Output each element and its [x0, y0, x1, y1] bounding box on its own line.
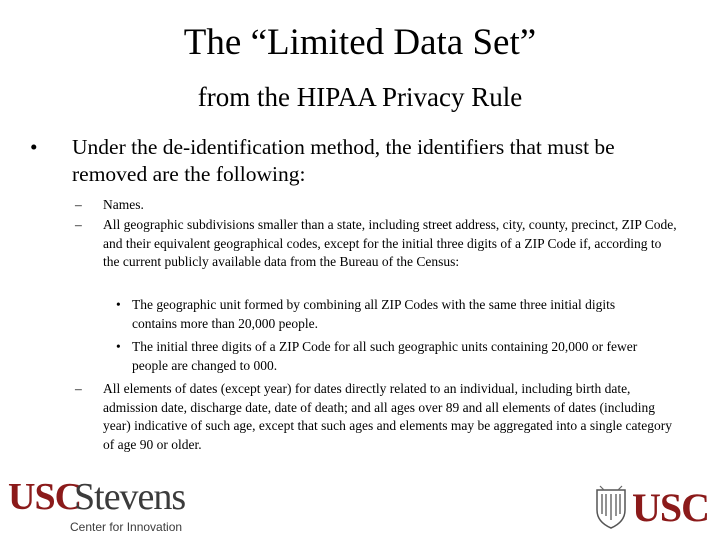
logo-usc-text: USC	[8, 476, 82, 518]
list-item	[75, 196, 680, 215]
sub-list-item-text: The initial three digits of a ZIP Code for all such geographic units containing 20,000 or fewer people are changed to 000.	[132, 339, 638, 373]
list-item	[75, 216, 680, 272]
sub-list-item-text: The geographic unit formed by combining all ZIP Codes with the same three initial digits contains more than 20,000 people.	[132, 297, 616, 331]
logo-usc-text: USC	[632, 485, 710, 530]
slide-title: The “Limited Data Set”	[183, 22, 537, 63]
sub-list-item	[116, 296, 661, 333]
bullet-marker: •	[116, 339, 121, 354]
usc-logo	[594, 484, 714, 536]
list-item-text: Names.	[103, 197, 144, 212]
bullet-marker: •	[116, 297, 121, 312]
list-item-text: All geographic subdivisions smaller than a state, including street address, city, county, precinct, ZIP Code, and their equivalent geographical codes, except for the initial three digits of a ZIP Code if, according to the current publicly available data from the Bureau of the Census:	[103, 217, 677, 269]
main-bullet-text: Under the de-identification method, the identifiers that must be removed are the following:	[72, 135, 615, 186]
main-bullet	[30, 134, 690, 188]
logo-stevens-text: Stevens	[74, 476, 186, 518]
logo-tagline: Center for Innovation	[70, 520, 183, 534]
list-item	[75, 380, 680, 454]
slide-subtitle: from the HIPAA Privacy Rule	[197, 82, 523, 112]
list-item-text: All elements of dates (except year) for dates directly related to an individual, including birth date, admission date, discharge date, date of death; and all ages over 89 and all elements of dates (including year) indicative of such age, except that such ages and elements may be aggregated into a single category of age 90 or older.	[103, 381, 673, 452]
bullet-marker: •	[30, 135, 38, 159]
sub-list-item	[116, 338, 661, 375]
dash-marker: –	[75, 381, 82, 396]
shield-icon	[594, 484, 628, 530]
dash-marker: –	[75, 217, 82, 232]
usc-stevens-logo	[8, 478, 228, 536]
dash-marker: –	[75, 197, 82, 212]
